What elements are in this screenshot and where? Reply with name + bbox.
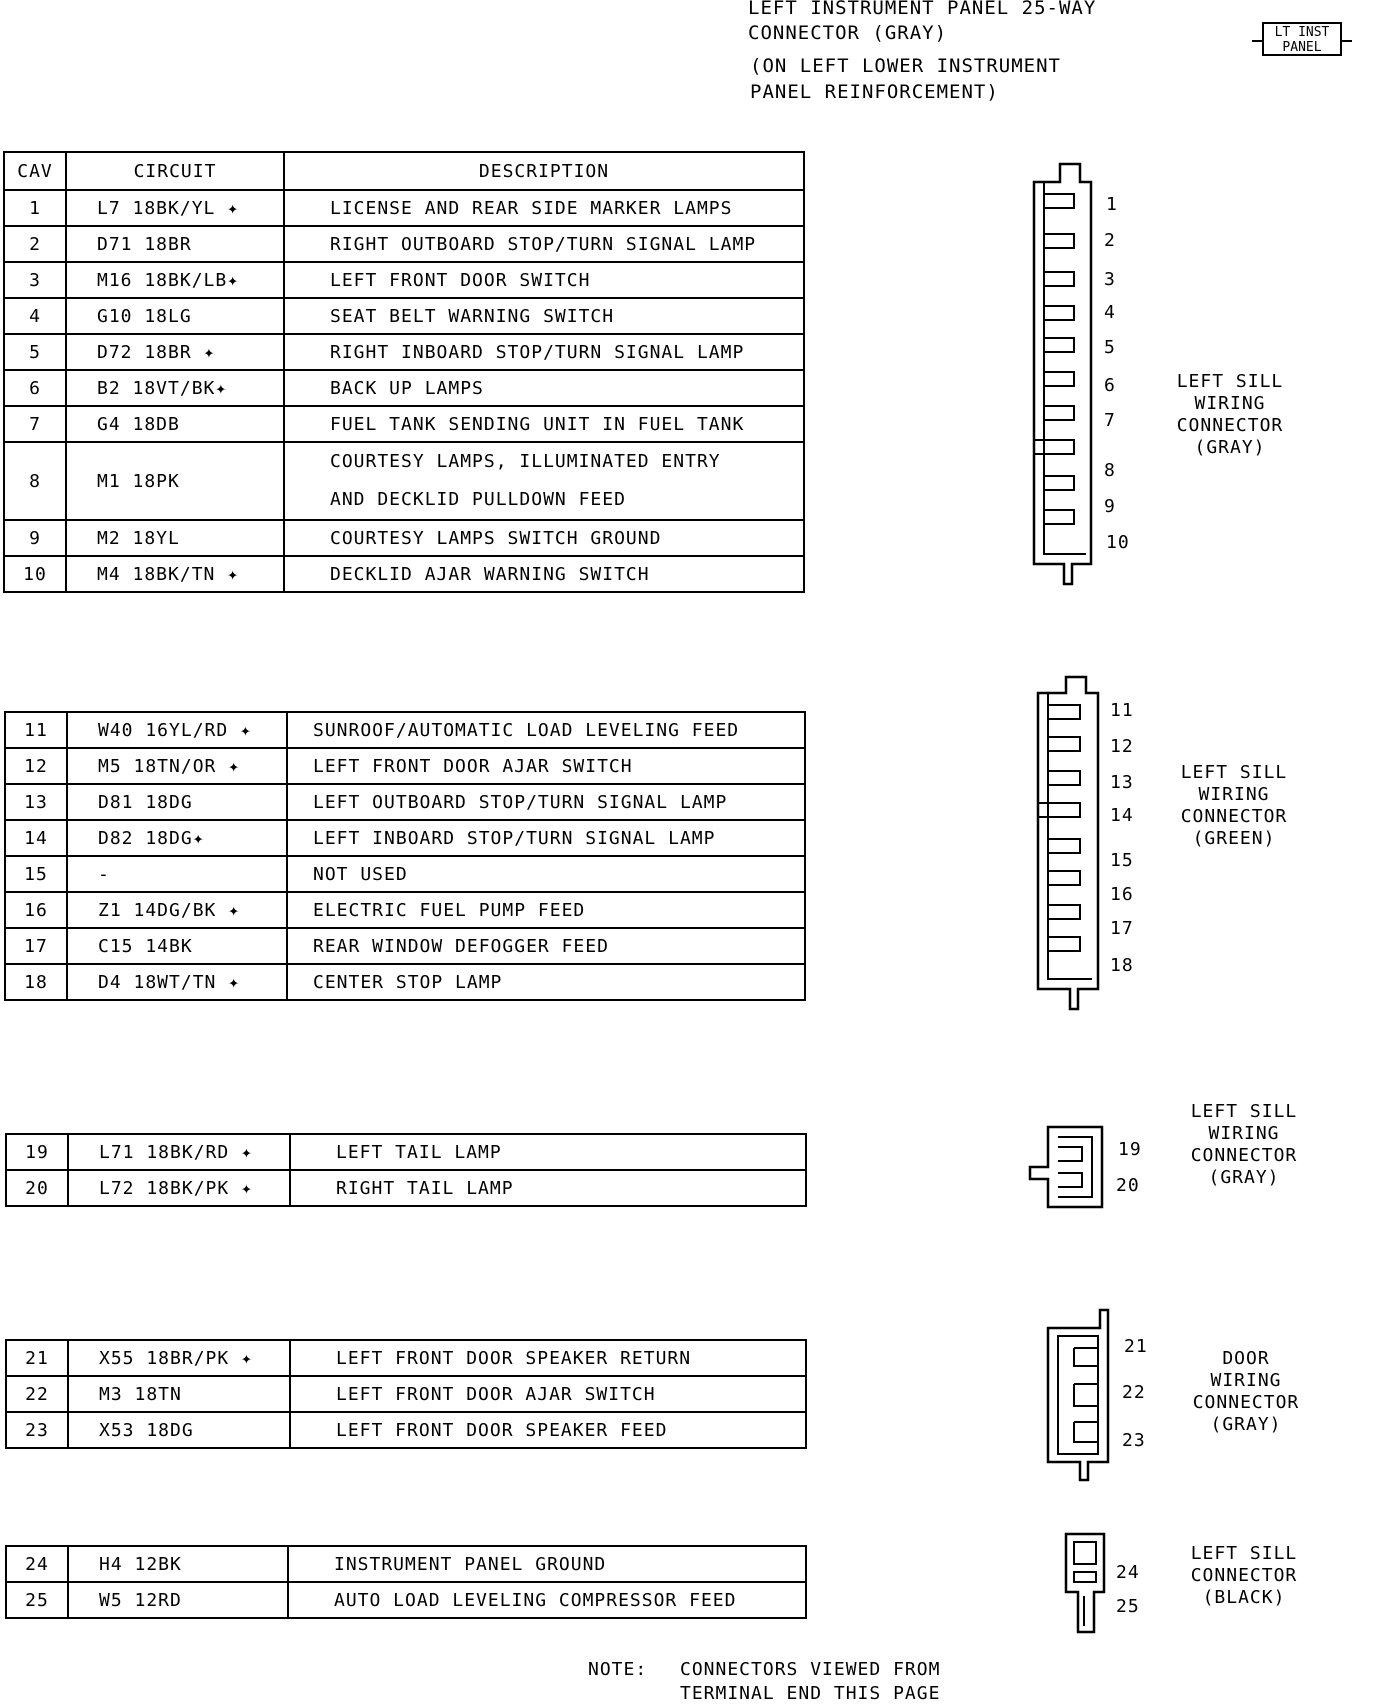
circuit-cell: L72 18BK/PK ✦ <box>68 1170 290 1206</box>
pin-label: 3 <box>1104 269 1116 290</box>
description-cell: ELECTRIC FUEL PUMP FEED <box>287 892 805 928</box>
pin-label: 22 <box>1122 1382 1146 1403</box>
pin-label: 1 <box>1106 194 1118 215</box>
cav-cell: 21 <box>6 1340 68 1376</box>
circuit-cell: H4 12BK <box>68 1546 288 1582</box>
connector-3-drawing <box>1026 1123 1116 1209</box>
connector-label-line: (BLACK) <box>1202 1587 1286 1608</box>
description-cell: REAR WINDOW DEFOGGER FEED <box>287 928 805 964</box>
pin-label: 9 <box>1104 496 1116 517</box>
description-cell: CENTER STOP LAMP <box>287 964 805 1000</box>
header-description: DESCRIPTION <box>284 152 804 190</box>
badge-line-2: PANEL <box>1282 40 1322 55</box>
description-cell: LEFT FRONT DOOR SWITCH <box>284 262 804 298</box>
table-row <box>6 1546 806 1582</box>
cav-cell: 8 <box>4 442 66 520</box>
cav-cell: 16 <box>5 892 67 928</box>
description-cell: RIGHT INBOARD STOP/TURN SIGNAL LAMP <box>284 334 804 370</box>
badge-line-1: LT INST <box>1274 25 1330 40</box>
circuit-cell: G4 18DB <box>66 406 284 442</box>
cav-cell: 23 <box>6 1412 68 1448</box>
connector-label-line: WIRING <box>1210 1370 1282 1391</box>
circuit-cell: G10 18LG <box>66 298 284 334</box>
description-cell: DECKLID AJAR WARNING SWITCH <box>284 556 804 592</box>
cavity-table-5 <box>5 1545 807 1619</box>
circuit-cell: L71 18BK/RD ✦ <box>68 1134 290 1170</box>
cav-cell: 25 <box>6 1582 68 1618</box>
cav-cell: 7 <box>4 406 66 442</box>
circuit-cell: D82 18DG✦ <box>67 820 287 856</box>
circuit-cell: X55 18BR/PK ✦ <box>68 1340 290 1376</box>
table-row <box>4 298 804 334</box>
table-row <box>4 442 804 520</box>
pin-label: 6 <box>1104 375 1116 396</box>
connector-label-line: DOOR <box>1222 1348 1270 1369</box>
description-cell: LEFT OUTBOARD STOP/TURN SIGNAL LAMP <box>287 784 805 820</box>
description-cell: LEFT FRONT DOOR SPEAKER FEED <box>290 1412 806 1448</box>
circuit-cell: Z1 14DG/BK ✦ <box>67 892 287 928</box>
connector-label-line: CONNECTOR <box>1176 415 1284 436</box>
table-row <box>4 520 804 556</box>
cavity-table-1 <box>3 151 805 593</box>
cavity-table-4 <box>5 1339 807 1449</box>
cav-cell: 5 <box>4 334 66 370</box>
connector-label-line: (GRAY) <box>1210 1414 1282 1435</box>
header-circuit: CIRCUIT <box>66 152 284 190</box>
table-row <box>6 1134 806 1170</box>
header-line-4: PANEL REINFORCEMENT) <box>750 81 999 103</box>
description-line-1: COURTESY LAMPS, ILLUMINATED ENTRY <box>330 451 721 472</box>
table-row <box>5 856 805 892</box>
connector-2-label <box>1154 762 1314 850</box>
header-line-2: CONNECTOR (GRAY) <box>748 22 948 44</box>
pin-label: 23 <box>1122 1430 1146 1451</box>
connector-4-drawing <box>1044 1306 1124 1484</box>
description-cell: INSTRUMENT PANEL GROUND <box>288 1546 806 1582</box>
panel-badge <box>1262 22 1342 56</box>
connector-label-line: WIRING <box>1194 393 1266 414</box>
circuit-cell: - <box>67 856 287 892</box>
note-line-1: CONNECTORS VIEWED FROM <box>680 1659 941 1680</box>
table-row <box>5 820 805 856</box>
description-cell: COURTESY LAMPS SWITCH GROUND <box>284 520 804 556</box>
pin-label: 18 <box>1110 955 1134 976</box>
table-row <box>4 262 804 298</box>
connector-3-label <box>1164 1101 1324 1189</box>
cav-cell: 6 <box>4 370 66 406</box>
connector-label-line: LEFT SILL <box>1190 1543 1298 1564</box>
cav-cell: 2 <box>4 226 66 262</box>
pin-label: 10 <box>1106 532 1130 553</box>
circuit-cell: M5 18TN/OR ✦ <box>67 748 287 784</box>
table-row <box>4 226 804 262</box>
circuit-cell: B2 18VT/BK✦ <box>66 370 284 406</box>
table-row <box>5 748 805 784</box>
circuit-cell: M3 18TN <box>68 1376 290 1412</box>
pin-label: 8 <box>1104 460 1116 481</box>
cav-cell: 12 <box>5 748 67 784</box>
table-row <box>5 964 805 1000</box>
table-row <box>5 784 805 820</box>
cav-cell: 13 <box>5 784 67 820</box>
table-row <box>4 556 804 592</box>
description-cell <box>284 442 804 520</box>
table-row <box>4 406 804 442</box>
table-row <box>6 1376 806 1412</box>
cav-cell: 17 <box>5 928 67 964</box>
description-cell: BACK UP LAMPS <box>284 370 804 406</box>
cav-cell: 11 <box>5 712 67 748</box>
description-cell: LEFT FRONT DOOR SPEAKER RETURN <box>290 1340 806 1376</box>
description-cell: NOT USED <box>287 856 805 892</box>
connector-label-line: CONNECTOR <box>1180 806 1288 827</box>
circuit-cell: D71 18BR <box>66 226 284 262</box>
connector-label-line: CONNECTOR <box>1190 1565 1298 1586</box>
cav-cell: 18 <box>5 964 67 1000</box>
cav-cell: 9 <box>4 520 66 556</box>
connector-4-label <box>1166 1348 1326 1436</box>
pin-label: 13 <box>1110 772 1134 793</box>
connector-5-label <box>1164 1543 1324 1609</box>
description-cell: LEFT FRONT DOOR AJAR SWITCH <box>290 1376 806 1412</box>
pin-label: 14 <box>1110 805 1134 826</box>
table-row <box>5 928 805 964</box>
header-line-1: LEFT INSTRUMENT PANEL 25-WAY <box>748 0 1097 19</box>
pin-label: 4 <box>1104 302 1116 323</box>
circuit-cell: L7 18BK/YL ✦ <box>66 190 284 226</box>
cav-cell: 1 <box>4 190 66 226</box>
circuit-cell: D81 18DG <box>67 784 287 820</box>
table-row <box>4 334 804 370</box>
pin-label: 15 <box>1110 850 1134 871</box>
cav-cell: 4 <box>4 298 66 334</box>
description-cell: LICENSE AND REAR SIDE MARKER LAMPS <box>284 190 804 226</box>
description-line-2: AND DECKLID PULLDOWN FEED <box>330 489 626 510</box>
cav-cell: 10 <box>4 556 66 592</box>
pin-label: 5 <box>1104 337 1116 358</box>
circuit-cell: D4 18WT/TN ✦ <box>67 964 287 1000</box>
cav-cell: 22 <box>6 1376 68 1412</box>
description-cell: SEAT BELT WARNING SWITCH <box>284 298 804 334</box>
circuit-cell: M16 18BK/LB✦ <box>66 262 284 298</box>
table-row <box>6 1170 806 1206</box>
pin-label: 2 <box>1104 230 1116 251</box>
circuit-cell: C15 14BK <box>67 928 287 964</box>
cavity-table-3 <box>5 1133 807 1207</box>
pin-label: 17 <box>1110 918 1134 939</box>
cav-cell: 20 <box>6 1170 68 1206</box>
description-cell: FUEL TANK SENDING UNIT IN FUEL TANK <box>284 406 804 442</box>
cav-cell: 24 <box>6 1546 68 1582</box>
note-prefix: NOTE: <box>588 1659 648 1680</box>
table-row <box>6 1340 806 1376</box>
connector-label-line: (GRAY) <box>1208 1167 1280 1188</box>
circuit-cell: W5 12RD <box>68 1582 288 1618</box>
table-row <box>6 1582 806 1618</box>
pin-label: 16 <box>1110 884 1134 905</box>
cav-cell: 15 <box>5 856 67 892</box>
pin-label: 20 <box>1116 1175 1140 1196</box>
description-cell: LEFT INBOARD STOP/TURN SIGNAL LAMP <box>287 820 805 856</box>
pin-label: 12 <box>1110 736 1134 757</box>
connector-label-line: CONNECTOR <box>1190 1145 1298 1166</box>
circuit-cell: M2 18YL <box>66 520 284 556</box>
connector-label-line: LEFT SILL <box>1176 371 1284 392</box>
table-row <box>6 1412 806 1448</box>
connector-label-line: (GREEN) <box>1192 828 1276 849</box>
circuit-cell: D72 18BR ✦ <box>66 334 284 370</box>
pin-label: 24 <box>1116 1562 1140 1583</box>
connector-label-line: CONNECTOR <box>1192 1392 1300 1413</box>
connector-1-label <box>1150 371 1310 459</box>
circuit-cell: X53 18DG <box>68 1412 290 1448</box>
connector-5-drawing <box>1058 1530 1118 1636</box>
pin-label: 7 <box>1104 410 1116 431</box>
cavity-table-2 <box>4 711 806 1001</box>
description-cell: SUNROOF/AUTOMATIC LOAD LEVELING FEED <box>287 712 805 748</box>
description-cell: LEFT FRONT DOOR AJAR SWITCH <box>287 748 805 784</box>
connector-label-line: LEFT SILL <box>1180 762 1288 783</box>
header-line-3: (ON LEFT LOWER INSTRUMENT <box>750 55 1061 77</box>
pin-label: 19 <box>1118 1139 1142 1160</box>
table-row <box>5 892 805 928</box>
cav-cell: 19 <box>6 1134 68 1170</box>
table-row <box>4 190 804 226</box>
cav-cell: 3 <box>4 262 66 298</box>
pin-label: 21 <box>1124 1336 1148 1357</box>
header-cav: CAV <box>4 152 66 190</box>
pin-label: 25 <box>1116 1596 1140 1617</box>
description-cell: RIGHT OUTBOARD STOP/TURN SIGNAL LAMP <box>284 226 804 262</box>
note-line-2: TERMINAL END THIS PAGE <box>680 1683 941 1704</box>
circuit-cell: W40 16YL/RD ✦ <box>67 712 287 748</box>
circuit-cell: M4 18BK/TN ✦ <box>66 556 284 592</box>
connector-label-line: WIRING <box>1198 784 1270 805</box>
pin-label: 11 <box>1110 700 1134 721</box>
cav-cell: 14 <box>5 820 67 856</box>
table-row <box>4 370 804 406</box>
connector-label-line: WIRING <box>1208 1123 1280 1144</box>
description-cell: RIGHT TAIL LAMP <box>290 1170 806 1206</box>
table-row <box>5 712 805 748</box>
circuit-cell: M1 18PK <box>66 442 284 520</box>
description-cell: LEFT TAIL LAMP <box>290 1134 806 1170</box>
description-cell: AUTO LOAD LEVELING COMPRESSOR FEED <box>288 1582 806 1618</box>
connector-label-line: (GRAY) <box>1194 437 1266 458</box>
connector-label-line: LEFT SILL <box>1190 1101 1298 1122</box>
